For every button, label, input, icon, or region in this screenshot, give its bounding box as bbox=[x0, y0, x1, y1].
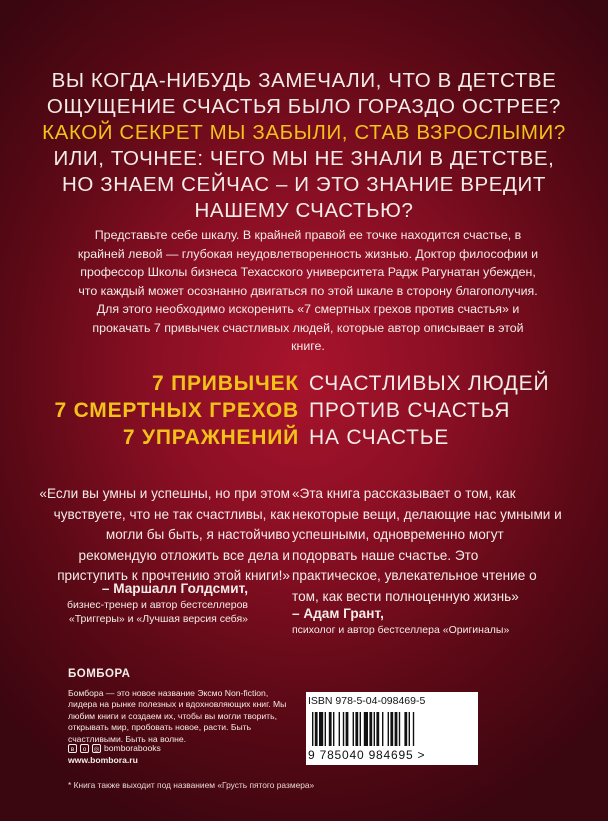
barcode-bar bbox=[325, 712, 326, 746]
barcode-bar bbox=[343, 712, 344, 746]
isbn-label: ISBN 978-5-04-098469-5 bbox=[308, 695, 426, 707]
ok-icon[interactable]: о bbox=[80, 744, 89, 753]
intro-paragraph: Представьте себе шкалу. В крайней правой ее точке находится счастье, в крайней левой — глубокая неудовлетворенность жизнью. Доктор философии и профессор Школы бизнеса Техасского университета Радж Рагунатан убежден, что каждый может осознанно двигаться по этой шкале в сторону благополучия. Для этого необходимо искоренить «7 смертных грехов против счастья» и прокачать 7 привычек счастливых людей, которые автор описывает в этой книге. bbox=[77, 228, 539, 353]
social-links bbox=[68, 742, 161, 754]
habit-description: НА СЧАСТЬЕ bbox=[309, 426, 450, 449]
habit-count-label: 7 ПРИВЫЧЕК bbox=[151, 372, 299, 395]
barcode-bar bbox=[364, 712, 368, 746]
footnote: * Книга также выходит под названием «Грусть пятого размера» bbox=[68, 780, 315, 790]
habit-count-label: 7 СМЕРТНЫХ ГРЕХОВ bbox=[54, 399, 299, 422]
publisher-description: Бомбора — это новое название Эксмо Non-fiction, лидера на рынке полезных и вдохновляющих книг. Мы любим книги и создаем их, чтобы вы могли творить, открывать мир, пробовать новое, расти. Быть счастливыми. Быть на волне. bbox=[68, 688, 287, 744]
instagram-icon[interactable]: ◎ bbox=[93, 745, 100, 753]
headline-line-5: НО ЗНАЕМ СЕЙЧАС – И ЭТО ЗНАНИЕ ВРЕДИТ bbox=[62, 173, 546, 196]
website-link[interactable]: www.bombora.ru bbox=[68, 755, 138, 765]
barcode-digits: 9 785040 984695 > bbox=[308, 748, 426, 762]
habit-row bbox=[0, 372, 608, 400]
barcode-bar bbox=[329, 712, 332, 746]
quote-left-author-desc-1: бизнес-тренер и автор бестселлеров bbox=[67, 599, 248, 611]
habit-row bbox=[0, 399, 608, 427]
headline-line-1: ВЫ КОГДА-НИБУДЬ ЗАМЕЧАЛИ, ЧТО В ДЕТСТВЕ bbox=[51, 69, 557, 92]
barcode-bar bbox=[382, 712, 383, 746]
vk-icon[interactable]: в bbox=[68, 744, 77, 753]
quote-right: «Эта книга рассказывает о том, как некоторые вещи, делающие нас умными и успешными, одновременно могут подорвать наше счастье. Это практическое, увлекательное чтение о том, как вести полноценную жизнь» bbox=[292, 486, 562, 604]
barcode-bar bbox=[395, 712, 398, 746]
publisher-logo: БОМБОРА bbox=[68, 668, 131, 680]
barcode-bar bbox=[369, 712, 372, 746]
headline-line-6: НАШЕМУ СЧАСТЬЮ? bbox=[194, 199, 414, 222]
barcode-bar bbox=[319, 712, 323, 746]
barcode-bar bbox=[390, 712, 393, 746]
barcode-bar bbox=[413, 712, 414, 746]
quote-left-author: – Маршалл Голдсмит, bbox=[101, 581, 248, 596]
barcode-bar bbox=[399, 712, 400, 746]
habit-row bbox=[0, 426, 608, 454]
barcode bbox=[312, 712, 472, 748]
habit-count-label: 7 УПРАЖНЕНИЙ bbox=[122, 426, 299, 449]
barcode-bar bbox=[374, 712, 375, 746]
barcode-bar bbox=[312, 712, 313, 746]
barcode-bar bbox=[355, 712, 358, 746]
barcode-bar bbox=[409, 712, 410, 746]
quote-left: «Если вы умны и успешны, но при этом чувствуете, что не так счастливы, как могли бы быть, я настойчиво рекомендую отложить все дела и приступить к прочтению этой книги!» bbox=[39, 486, 290, 583]
quote-right-attribution bbox=[292, 604, 572, 637]
habit-description: СЧАСТЛИВЫХ ЛЮДЕЙ bbox=[309, 372, 550, 395]
barcode-bar bbox=[346, 712, 349, 746]
quote-left-attribution bbox=[0, 579, 248, 626]
barcode-bar bbox=[388, 712, 389, 746]
barcode-bar bbox=[404, 712, 407, 746]
headline-line-4: ИЛИ, ТОЧНЕЕ: ЧЕГО МЫ НЕ ЗНАЛИ В ДЕТСТВЕ, bbox=[53, 147, 555, 170]
headline-line-3-highlight: КАКОЙ СЕКРЕТ МЫ ЗАБЫЛИ, СТАВ ВЗРОСЛЫМИ? bbox=[42, 121, 566, 144]
barcode-bar bbox=[339, 712, 340, 746]
headline-line-2: ОЩУЩЕНИЕ СЧАСТЬЯ БЫЛО ГОРАЗДО ОСТРЕЕ? bbox=[46, 95, 562, 118]
barcode-bar bbox=[353, 712, 354, 746]
barcode-bar bbox=[360, 712, 361, 746]
barcode-bar bbox=[315, 712, 318, 746]
barcode-bar bbox=[333, 712, 334, 746]
habit-description: ПРОТИВ СЧАСТЬЯ bbox=[309, 399, 511, 422]
quote-right-author-desc: психолог и автор бестселлера «Оригиналы» bbox=[292, 624, 510, 636]
quote-left-author-desc-2: «Триггеры» и «Лучшая версия себя» bbox=[68, 613, 248, 625]
quote-right-author: – Адам Грант, bbox=[292, 606, 384, 621]
social-handle[interactable]: bomborabooks bbox=[104, 743, 161, 753]
headline bbox=[0, 68, 608, 224]
barcode-bar bbox=[376, 712, 379, 746]
